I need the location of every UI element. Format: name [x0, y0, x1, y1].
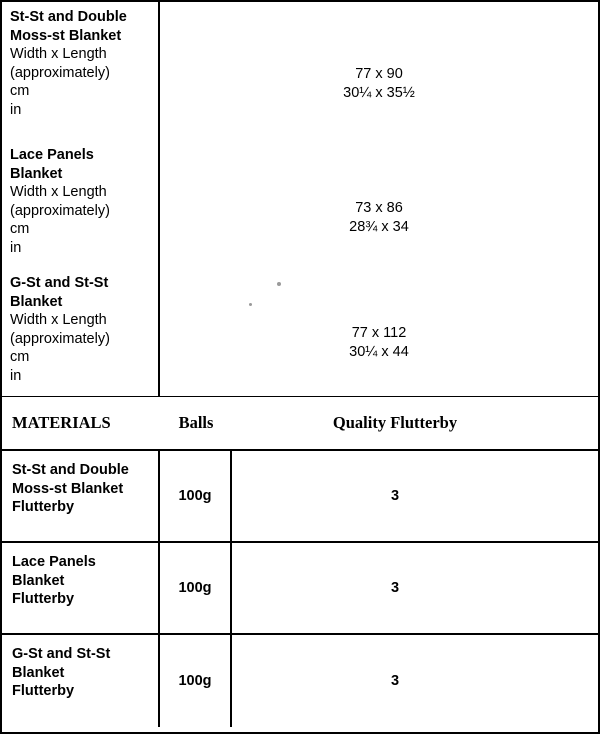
measurement-label-cell [2, 268, 160, 396]
measurement-in-value: 30¼ x 35½ [343, 85, 415, 101]
approx-label: (approximately) [10, 330, 110, 347]
measurement-cm-value: 77 x 112 [351, 325, 407, 341]
material-name-line2: Blanket [12, 572, 65, 589]
unit-in-label: in [10, 367, 22, 384]
measurement-row [2, 268, 598, 396]
blanket-name-line1: St-St and Double [10, 9, 127, 25]
materials-header-label: MATERIALS [12, 413, 111, 432]
material-name-line2: Blanket [12, 664, 65, 681]
unit-cm-label: cm [10, 349, 30, 365]
measurement-label-cell [2, 140, 160, 268]
unit-in-label: in [10, 239, 22, 256]
material-name-line1: G-St and St-St [12, 646, 111, 662]
scan-speck [277, 282, 281, 286]
material-name-line3: Flutterby [12, 499, 75, 515]
measurement-row [2, 140, 598, 268]
unit-in-label: in [10, 101, 22, 118]
measurement-values-cell [160, 140, 598, 268]
blanket-name-line2: Moss-st Blanket [10, 27, 122, 44]
material-name-line3: Flutterby [12, 591, 75, 607]
dimension-label: Width x Length [10, 46, 107, 62]
material-quantity-cell: 3 [390, 488, 400, 504]
material-quantity-cell: 3 [390, 580, 400, 596]
measurement-label-cell [2, 2, 160, 140]
material-name-cell [2, 635, 160, 727]
quality-header-label: Quality Flutterby [332, 413, 458, 432]
measurement-values-cell [160, 268, 598, 396]
measurements-section [2, 2, 598, 396]
materials-table [2, 449, 598, 727]
measurement-row [2, 2, 598, 140]
dimension-label: Width x Length [10, 184, 107, 200]
measurement-in-value: 30¼ x 44 [349, 344, 409, 360]
blanket-name-line2: Blanket [10, 293, 63, 310]
table-row [2, 635, 598, 727]
approx-label: (approximately) [10, 64, 110, 81]
blanket-name-line1: G-St and St-St [10, 275, 109, 291]
blanket-name-line2: Blanket [10, 165, 63, 182]
material-quantity-cell: 3 [390, 673, 400, 689]
unit-cm-label: cm [10, 83, 30, 99]
table-row [2, 451, 598, 543]
material-name-cell [2, 543, 160, 633]
blanket-name-line1: Lace Panels [10, 147, 94, 163]
material-balls-cell: 100g [160, 451, 232, 541]
material-name-line3: Flutterby [12, 683, 75, 699]
material-name-line1: St-St and Double [12, 462, 129, 478]
balls-header-label: Balls [178, 413, 214, 432]
material-balls-cell: 100g [160, 635, 232, 727]
material-name-cell [2, 451, 160, 541]
measurement-in-value: 28¾ x 34 [349, 219, 409, 235]
material-name-line2: Moss-st Blanket [12, 480, 124, 497]
materials-header-row [2, 397, 598, 449]
unit-cm-label: cm [10, 221, 30, 237]
measurement-cm-value: 73 x 86 [355, 200, 403, 216]
material-name-line1: Lace Panels [12, 554, 96, 570]
table-row [2, 543, 598, 635]
measurement-cm-value: 77 x 90 [355, 66, 403, 82]
scan-speck [249, 303, 252, 306]
dimension-label: Width x Length [10, 312, 107, 328]
approx-label: (approximately) [10, 202, 110, 219]
material-balls-cell: 100g [160, 543, 232, 633]
measurement-values-cell [160, 2, 598, 140]
